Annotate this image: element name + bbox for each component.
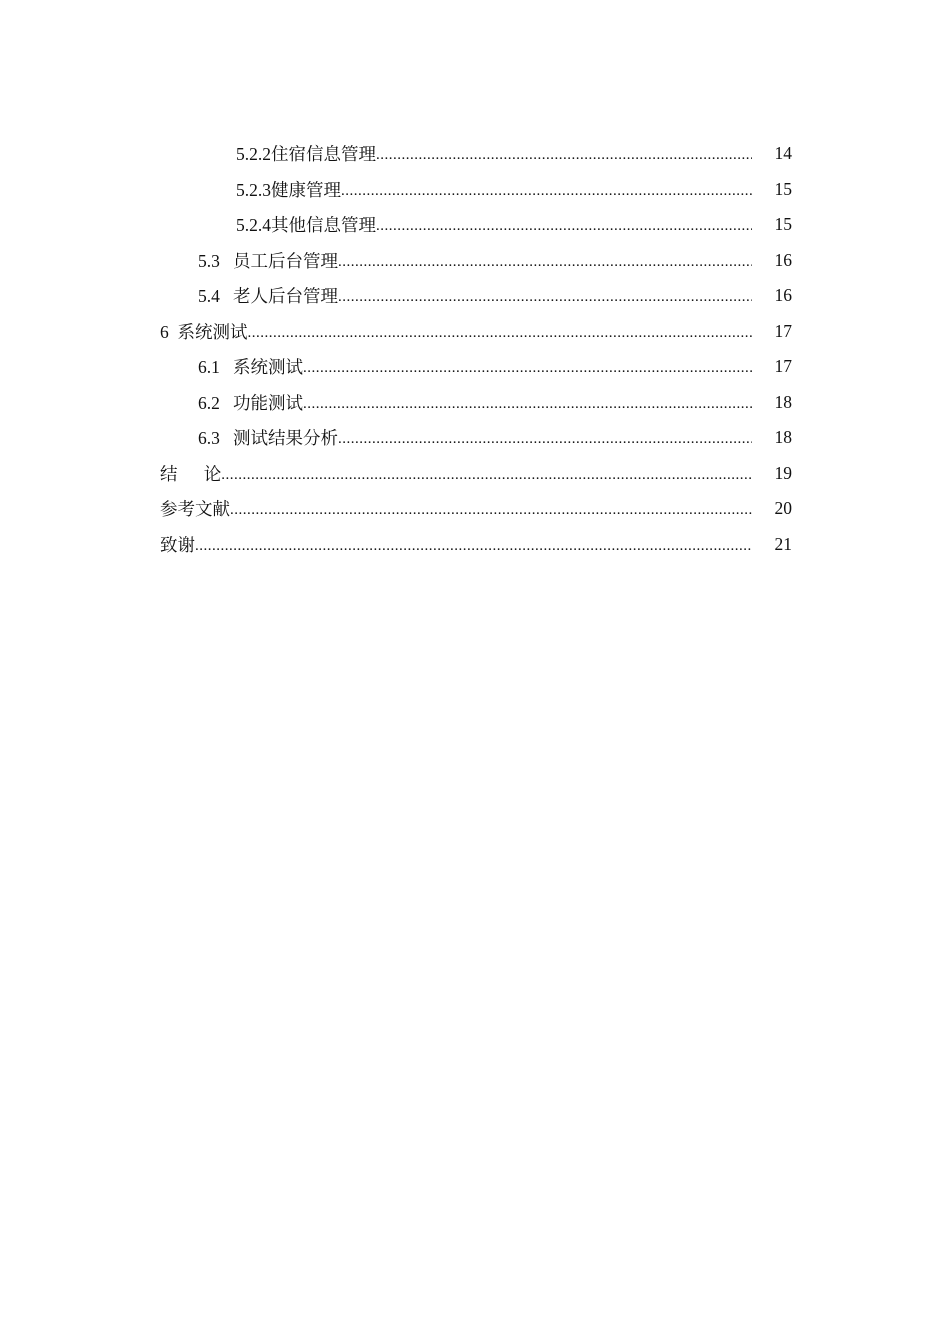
toc-entry-title: 5.2.4其他信息管理 (236, 215, 376, 236)
toc-entry-5-3[interactable] (160, 243, 792, 279)
toc-entry-title: 5.4 老人后台管理 (198, 286, 338, 307)
dot-leader (303, 396, 752, 413)
toc-page-number: 21 (774, 533, 792, 554)
dot-leader (221, 467, 752, 484)
toc-entry-title: 6.3 测试结果分析 (198, 428, 338, 449)
toc-entry-6[interactable] (160, 314, 792, 350)
toc-page-number: 16 (774, 285, 792, 306)
toc-page-number: 16 (774, 249, 792, 270)
toc-entry-references[interactable] (160, 491, 792, 527)
toc-page-number: 18 (774, 427, 792, 448)
dot-leader (338, 254, 752, 271)
toc-entry-5-2-2[interactable] (160, 136, 792, 172)
dot-leader (341, 183, 752, 200)
toc-entry-title: 5.2.3健康管理 (236, 179, 341, 200)
toc-page-number: 17 (774, 320, 792, 341)
dot-leader (195, 538, 752, 555)
toc-entry-title: 5.2.2住宿信息管理 (236, 144, 376, 165)
toc-entry-5-4[interactable] (160, 278, 792, 314)
toc-entry-conclusion[interactable] (160, 456, 792, 492)
toc-page-number: 20 (774, 498, 792, 519)
toc-page-number: 18 (774, 391, 792, 412)
toc-entry-title: 5.3 员工后台管理 (198, 250, 338, 271)
toc-page-number: 19 (774, 462, 792, 483)
toc-entry-acknowledgements[interactable] (160, 527, 792, 563)
toc-entry-title: 参考文献 (160, 499, 230, 520)
toc-entry-title: 6.1 系统测试 (198, 357, 303, 378)
dot-leader (338, 289, 752, 306)
toc-page-number: 14 (774, 143, 792, 164)
toc-entry-title: 6 系统测试 (160, 321, 248, 342)
toc-page-number: 17 (774, 356, 792, 377)
dot-leader (248, 325, 753, 342)
toc-entry-title: 结 论 (160, 463, 222, 484)
toc-entry-6-2[interactable] (160, 385, 792, 421)
toc-page-number: 15 (774, 214, 792, 235)
toc-entry-6-3[interactable] (160, 420, 792, 456)
toc-entry-5-2-3[interactable] (160, 172, 792, 208)
dot-leader (230, 502, 752, 519)
toc-entry-title: 6.2 功能测试 (198, 392, 303, 413)
toc-entry-title: 致谢 (160, 534, 195, 555)
dot-leader (376, 218, 752, 235)
dot-leader (376, 147, 752, 164)
dot-leader (303, 360, 752, 377)
toc-page-number: 15 (774, 178, 792, 199)
toc-entry-5-2-4[interactable] (160, 207, 792, 243)
toc-entry-6-1[interactable] (160, 349, 792, 385)
table-of-contents (160, 136, 792, 562)
dot-leader (338, 431, 752, 448)
